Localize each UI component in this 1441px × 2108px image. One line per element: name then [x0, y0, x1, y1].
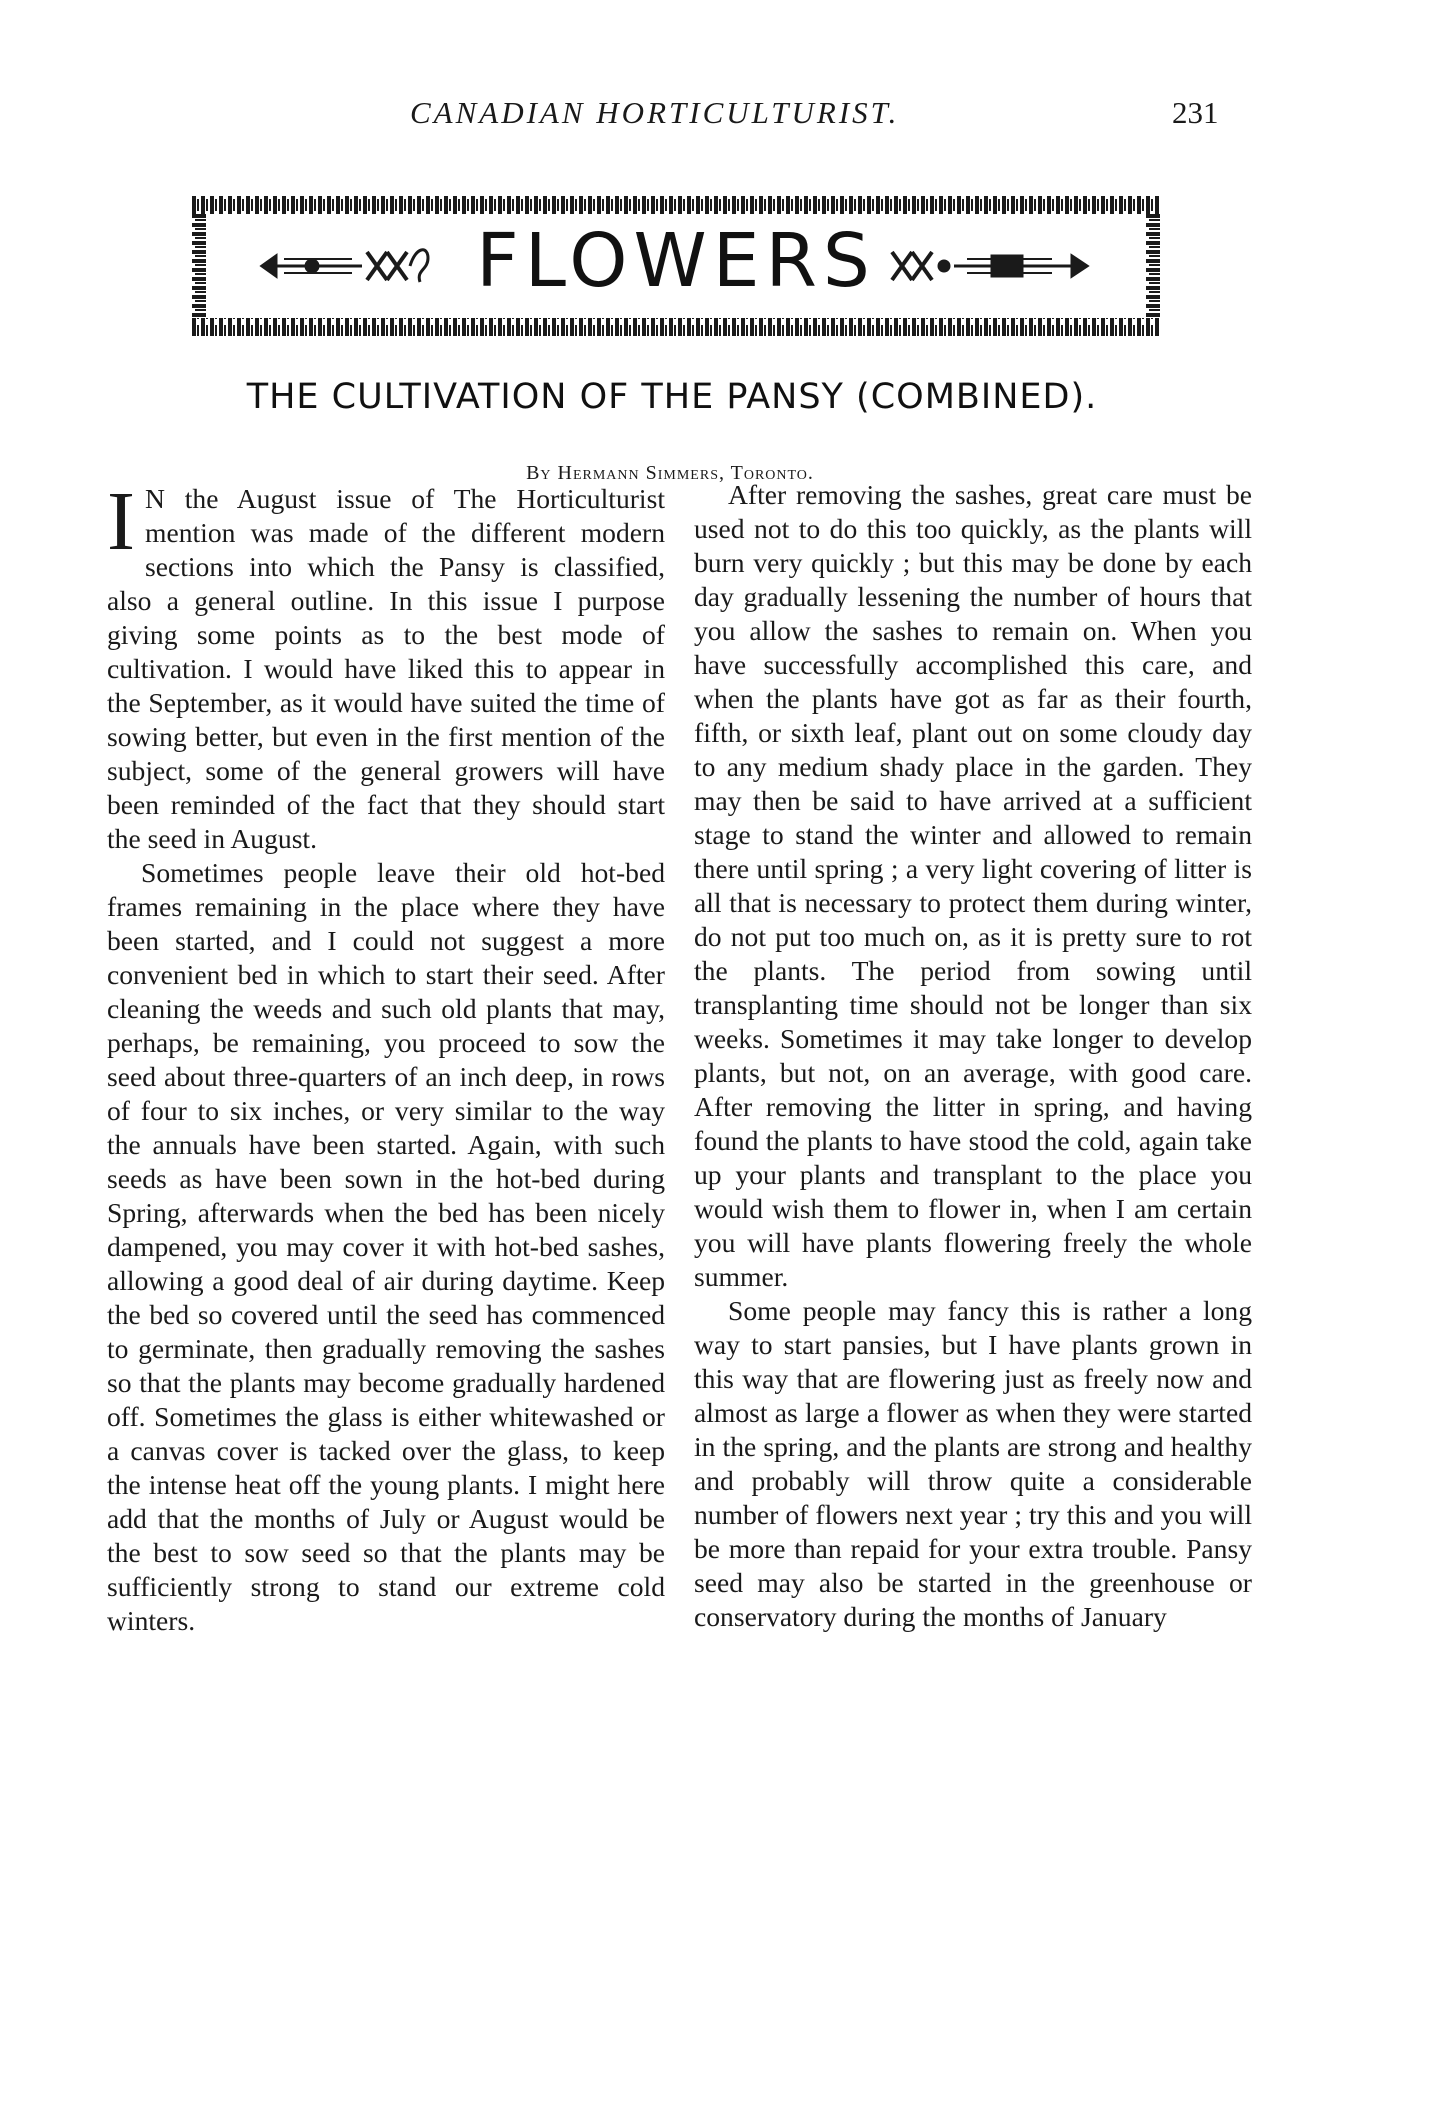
left-paragraph-2: Sometimes people leave their old hot-bed frames remaining in the place where they have been started, and I could not suggest a more convenient bed in which to start their seed. After cleaning the weeds and such old plants that may, perhaps, be remaining, you proceed to sow the seed about three-quarters of an inch deep, in rows of four to six inches, or very similar to the way the annuals have been started. Again, with such seeds as have been sown in the hot-bed during Spring, afterwards when the bed has been nicely dampened, you may cover it with hot-bed sashes, allowing a good deal of air during daytime. Keep the bed so covered until the seed has commenced to germinate, then gradually removing the sashes so that the plants may become gradually hardened off. Sometimes the glass is either whitewashed or a canvas cover is tacked over the glass, to keep the intense heat off the young plants. I might here add that the months of July or August would be the best to sow seed so that the plants may be sufficiently strong to stand our extreme cold winters. [107, 857, 665, 1636]
left-paragraph-1-text: N the August issue of The Horticulturist mention was made of the different modern sections into which the Pansy is classified, also a general outline. In this issue I purpose giving some points as to the best mode of cultivation. I would have liked this to appear in the September, as it would have suited the time of sowing better, but even in the first mention of the subject, some of the general growers will have been reminded of the fact that they should start the seed in August. [107, 483, 665, 854]
banner-bottom-border [192, 318, 1160, 336]
right-paragraph-2: Some people may fancy this is rather a long way to start pansies, but I have plants grown in this way that are flowering just as freely now and almost as large a flower as when they were started in the spring, and the plants are strong and healthy and probably will throw quite a considerable number of flowers next year ; try this and you will be more than repaid for your extra trouble. Pansy seed may also be started in the greenhouse or conservatory during the months of January [694, 1295, 1252, 1632]
left-paragraph-1 [107, 475, 665, 856]
article-title: THE CULTIVATION OF THE PANSY (COMBINED). [246, 377, 1098, 417]
right-column [694, 478, 1252, 1634]
article-byline: By Hermann Simmers, Toronto. [526, 462, 814, 484]
running-head-title: CANADIAN HORTICULTURIST. [410, 95, 900, 130]
right-paragraph-1: After removing the sashes, great care must be used not to do this too quickly, as the plants will burn very quickly ; but this may be done by each day gradually lessening the number of hours that you allow the sashes to remain on. When you have successfully accomplished this care, and when the plants have got as far as their fourth, fifth, or sixth leaf, plant out on some cloudy day to any medium shady place in the garden. They may then be said to have arrived at a sufficient stage to stand the winter and allowed to remain there until spring ; a very light covering of litter is all that is necessary to protect them during winter, do not put too much on, as it is pretty sure to rot the plants. The period from sowing until transplanting time should not be longer than six weeks. Sometimes it may take longer to develop plants, but not, on an average, with good care. After removing the litter in spring, and having found the plants to have stood the cold, again take up your plants and transplant to the place you would wish them to flower in, when I am certain you will have plants flowering freely the whole summer. [694, 479, 1252, 1292]
drop-cap: I [107, 475, 135, 568]
left-column [107, 475, 665, 1638]
section-heading-flowers: FLOWERS [476, 218, 876, 304]
banner-top-border [192, 196, 1160, 214]
page-number: 231 [1172, 95, 1219, 130]
